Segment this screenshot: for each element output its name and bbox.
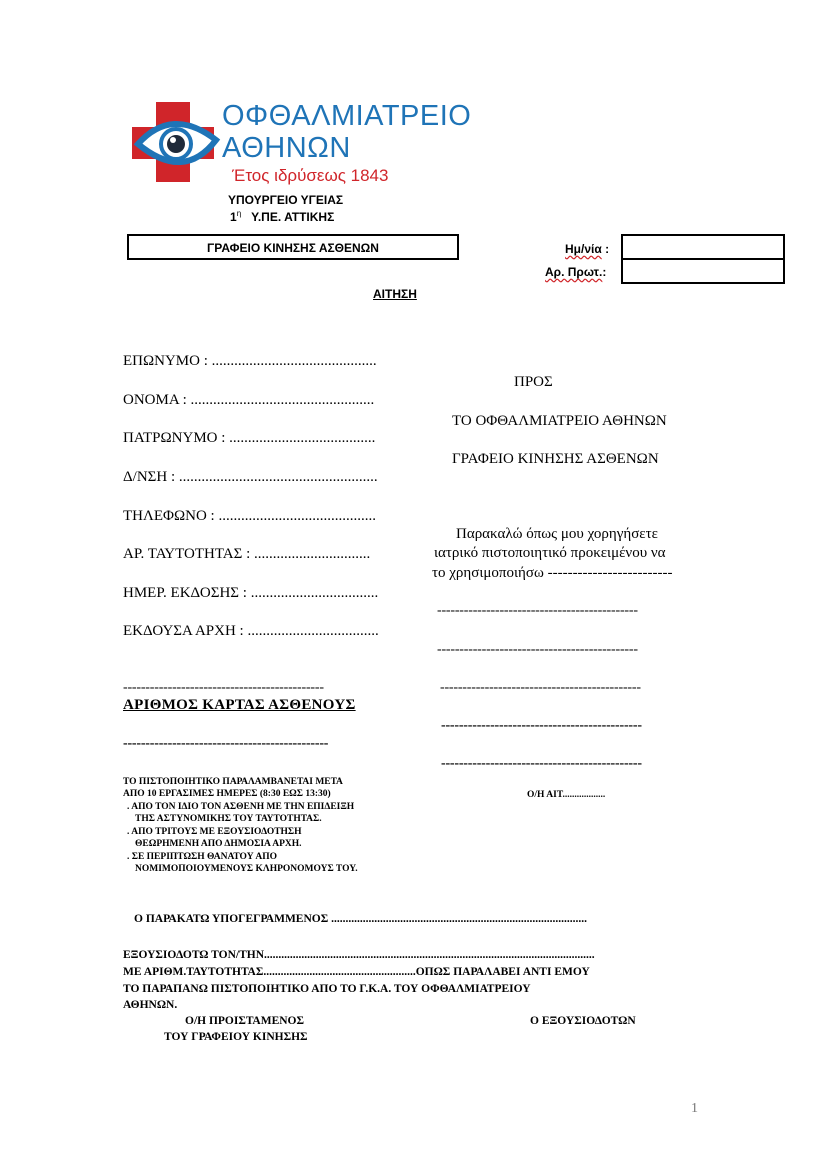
office-box-label: ΓΡΑΦΕΙΟ ΚΙΝΗΣΗΣ ΑΣΘΕΝΩΝ xyxy=(207,241,379,255)
date-field[interactable] xyxy=(621,234,785,260)
name-field[interactable]: ΟΝΟΜΑ : ................................................. xyxy=(123,392,375,408)
head-signature-line2: ΤΟΥ ΓΡΑΦΕΙΟΥ ΚΙΝΗΣΗΣ xyxy=(164,1031,308,1043)
issuing-authority-field[interactable]: ΕΚΔΟΥΣΑ ΑΡΧΗ : ................................... xyxy=(123,623,379,639)
request-line1: Παρακαλώ όπως μου χορηγήσετε xyxy=(456,526,658,542)
father-name-field[interactable]: ΠΑΤΡΩΝΥΜΟ : ....................................... xyxy=(123,430,376,446)
note-line: ΑΠΟ 10 ΕΡΓΑΣΙΜΕΣ ΗΜΕΡΕΣ (8:30 ΕΩΣ 13:30) xyxy=(123,789,331,799)
note-line: . ΑΠΟ ΤΡΙΤΟΥΣ ΜΕ ΕΞΟΥΣΙΟΔΟΤΗΣΗ xyxy=(127,827,302,837)
head-signature-line1: Ο/Η ΠΡΟΙΣΤΑΜΕΝΟΣ xyxy=(185,1015,305,1027)
ministry: ΥΠΟΥΡΓΕΙΟ ΥΓΕΙΑΣ xyxy=(228,193,344,207)
request-dash-line5[interactable]: --------------------------------------------- xyxy=(441,756,642,771)
note-line: ΝΟΜΙΜΟΠΟΙΟΥΜΕΝΟΥΣ ΚΛΗΡΟΝΟΜΟΥΣ ΤΟΥ. xyxy=(135,864,358,874)
request-line3[interactable]: το χρησιμοποιήσω ------------------------- xyxy=(432,565,673,581)
note-line: . ΑΠΟ ΤΟΝ ΙΔΙΟ ΤΟΝ ΑΣΘΕΝΗ ΜΕ ΤΗΝ ΕΠΙΔΕΙΞΗ xyxy=(127,802,355,812)
note-line: ΤΗΣ ΑΣΤΥΝΟΜΙΚΗΣ ΤΟΥ ΤΑΥΤΟΤΗΤΑΣ. xyxy=(135,814,322,824)
authorization-line5: ΑΘΗΝΩΝ. xyxy=(123,999,178,1011)
region-superscript: η xyxy=(236,209,242,218)
request-dash-line4[interactable]: --------------------------------------------- xyxy=(441,718,642,733)
eye-cross-emblem-icon xyxy=(132,100,222,188)
form-title: ΑΙΤΗΣΗ xyxy=(373,287,417,301)
note-line: ΘΕΩΡΗΜΕΝΗ ΑΠΟ ΔΗΜΟΣΙΑ ΑΡΧΗ. xyxy=(135,839,302,849)
authorization-line1[interactable]: Ο ΠΑΡΑΚΑΤΩ ΥΠΟΓΕΓΡΑΜΜΕΝΟΣ ......................................................................................... xyxy=(134,913,587,925)
request-dash-line3[interactable]: --------------------------------------------- xyxy=(440,680,641,695)
office-box xyxy=(127,234,459,260)
region-text: Υ.ΠΕ. ΑΤΤΙΚΗΣ xyxy=(251,210,335,224)
request-line2: ιατρικό πιστοποιητικό προκειμένου να xyxy=(434,545,666,561)
recipient-to: ΠΡΟΣ xyxy=(514,374,553,390)
card-number-field[interactable]: ---------------------------------------------- xyxy=(123,736,329,751)
region-number: 1 xyxy=(230,210,237,224)
date-label: Ημ/νία : xyxy=(565,242,610,256)
grantor-signature: Ο ΕΞΟΥΣΙΟΔΟΤΩΝ xyxy=(530,1015,636,1027)
protocol-label: Αρ. Πρωτ.: xyxy=(545,265,607,279)
recipient-line1: ΤΟ ΟΦΘΑΛΜΙΑΤΡΕΙΟ ΑΘΗΝΩΝ xyxy=(452,413,667,429)
card-number-label: ΑΡΙΘΜΟΣ ΚΑΡΤΑΣ ΑΣΘΕΝΟΥΣ xyxy=(123,697,356,713)
address-field[interactable]: Δ/ΝΣΗ : ..................................................... xyxy=(123,469,378,485)
request-dash-line1[interactable]: --------------------------------------------- xyxy=(437,603,638,618)
page-number: 1 xyxy=(691,1101,698,1116)
note-line: . ΣΕ ΠΕΡΙΠΤΩΣΗ ΘΑΝΑΤΟΥ ΑΠΟ xyxy=(127,852,278,862)
logo-title-line1: ΟΦΘΑΛΜΙΑΤΡΕΙΟ xyxy=(222,100,472,132)
region xyxy=(230,209,334,224)
protocol-field[interactable] xyxy=(621,258,785,284)
recipient-line2: ΓΡΑΦΕΙΟ ΚΙΝΗΣΗΣ ΑΣΘΕΝΩΝ xyxy=(452,451,659,467)
issue-date-field[interactable]: ΗΜΕΡ. ΕΚΔΟΣΗΣ : .................................. xyxy=(123,585,379,601)
authorization-line2[interactable]: ΕΞΟΥΣΙΟΔΟΤΩ ΤΟΝ/ΤΗΝ................................................................................................................... xyxy=(123,949,595,961)
logo-founded: Έτος ιδρύσεως 1843 xyxy=(232,166,389,185)
authorization-line4: ΤΟ ΠΑΡΑΠΑΝΩ ΠΙΣΤΟΠΟΙΗΤΙΚΟ ΑΠΟ ΤΟ Γ.Κ.Α. ΤΟΥ ΟΦΘΑΛΜΙΑΤΡΕΙΟΥ xyxy=(123,983,531,995)
logo-title-line2: ΑΘΗΝΩΝ xyxy=(222,132,351,164)
authorization-line3[interactable]: ΜΕ ΑΡΙΘΜ.ΤΑΥΤΟΤΗΤΑΣ.....................................................ΟΠΩΣ ΠΑΡΑΛΑΒΕΙ ΑΝΤΙ ΕΜΟΥ xyxy=(123,966,590,978)
logo xyxy=(132,100,472,192)
id-number-field[interactable]: ΑΡ. ΤΑΥΤΟΤΗΤΑΣ : ............................... xyxy=(123,546,371,562)
note-line: ΤΟ ΠΙΣΤΟΠΟΙΗΤΙΚΟ ΠΑΡΑΛΑΜΒΑΝΕΤΑΙ ΜΕΤΑ xyxy=(123,777,343,787)
applicant-signature[interactable]: Ο/Η ΑΙΤ.................. xyxy=(527,790,606,800)
left-dash-line: --------------------------------------------- xyxy=(123,680,324,695)
phone-field[interactable]: ΤΗΛΕΦΩΝΟ : .......................................... xyxy=(123,508,376,524)
surname-field[interactable]: ΕΠΩΝΥΜΟ : ............................................ xyxy=(123,353,377,369)
request-dash-line2[interactable]: --------------------------------------------- xyxy=(437,642,638,657)
